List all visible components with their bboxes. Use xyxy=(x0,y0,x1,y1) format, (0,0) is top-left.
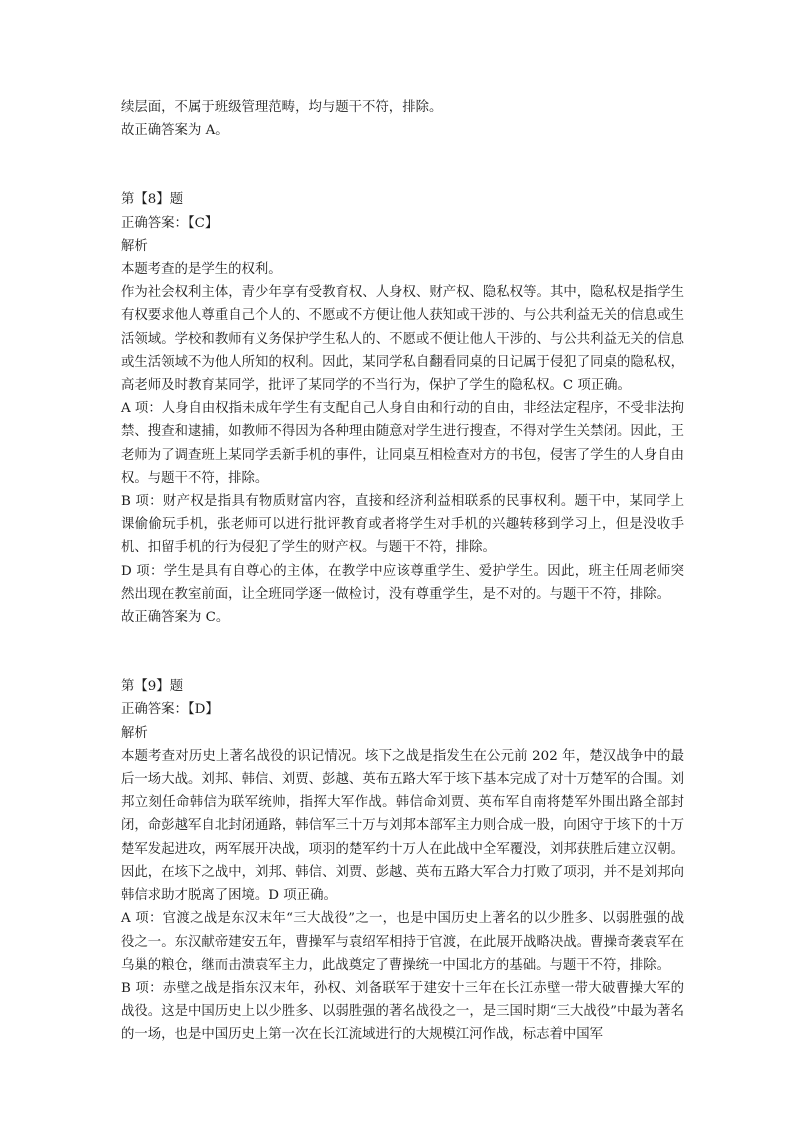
analysis-paragraph: 作为社会权利主体，青少年享有受教育权、人身权、财产权、隐私权等。其中，隐私权是指学生有权要求他人尊重自己个人的、不愿或不方便让他人获知或干涉的、与公共利益无关的信息或生活领域。学校和教师有义务保护学生私人的、不愿或不便让他人干涉的、与公共利益无关的信息或生活领域不为他人所知的权利。因此，某同学私自翻看同桌的日记属于侵犯了同桌的隐私权，高老师及时教育某同学，批评了某同学的不当行为，保护了学生的隐私权。C 项正确。 xyxy=(121,285,684,394)
option-a-explanation: A 项：人身自由权指未成年学生有支配自己人身自由和行动的自由，非经法定程序，不受非法拘禁、搜查和逮捕，如教师不得因为各种理由随意对学生进行搜查，不得对学生关禁闭。因此，王老师为了调查班上某同学丢新手机的事件，让同桌互相检查对方的书包，侵害了学生的人身自由权。与题干不符，排除。 xyxy=(121,401,684,486)
analysis-label: 解析 xyxy=(121,725,148,741)
analysis-paragraph: 本题考查对历史上著名战役的识记情况。垓下之战是指发生在公元前 202 年，楚汉战争中的最后一场大战。刘邦、韩信、刘贾、彭越、英布五路大军于垓下基本完成了对十万楚军的合围。刘邦立刻任命韩信为联军统帅，指挥大军作战。韩信命刘贾、英布军自南将楚军外围出路全部封闭，命彭越军自北封闭通路，韩信军三十万与刘邦本部军主力则合成一股，向困守于垓下的十万楚军发起进攻，两军展开决战，项羽的楚军约十万人在此战中全军覆没，刘邦获胜后建立汉朝。因此，在垓下之战中，刘邦、韩信、刘贾、彭越、英布五路大军合力打败了项羽，并不是刘邦向韩信求助才脱离了困境。D 项正确。 xyxy=(121,748,684,904)
question-title: 第【9】题 xyxy=(121,679,184,695)
option-b-explanation: B 项：财产权是指具有物质财富内容，直接和经济利益相联系的民事权利。题干中，某同学上课偷偷玩手机，张老师可以进行批评教育或者将学生对手机的兴趣转移到学习上，但是没收手机、扣留手机的行为侵犯了学生的财产权。与题干不符，排除。 xyxy=(121,494,684,556)
question-title: 第【8】题 xyxy=(121,192,184,208)
document-page xyxy=(121,96,684,1047)
option-b-explanation: B 项：赤壁之战是指东汉末年，孙权、刘备联军于建安十三年在长江赤壁一带大破曹操大军的战役。这是中国历史上以少胜多、以弱胜强的著名战役之一，是三国时期“三大战役”中最为著名的一场，也是中国历史上第一次在长江流域进行的大规模江河作战，标志着中国军 xyxy=(121,980,684,1043)
conclusion-line: 故正确答案为 C。 xyxy=(121,610,230,626)
correct-answer: 正确答案：【D】 xyxy=(121,702,219,718)
analysis-label: 解析 xyxy=(121,238,148,254)
conclusion-line: 故正确答案为 A。 xyxy=(121,123,229,139)
question-8 xyxy=(121,188,684,629)
option-a-explanation: A 项：官渡之战是东汉末年“三大战役”之一，也是中国历史上著名的以少胜多、以弱胜强的战役之一。东汉献帝建安五年，曹操军与袁绍军相持于官渡，在此展开战略决战。曹操奇袭袁军在乌巢的粮仓，继而击溃袁军主力，此战奠定了曹操统一中国北方的基础。与题干不符，排除。 xyxy=(121,911,684,973)
question-9 xyxy=(121,675,684,1046)
spacer xyxy=(121,142,684,188)
spacer xyxy=(121,629,684,675)
text-line: 续层面，不属于班级管理范畴，均与题干不符，排除。 xyxy=(121,100,443,115)
previous-question-tail xyxy=(121,96,684,142)
analysis-paragraph: 本题考查的是学生的权利。 xyxy=(121,262,282,278)
option-d-explanation: D 项：学生是具有自尊心的主体，在教学中应该尊重学生、爱护学生。因此，班主任周老师突然出现在教室前面，让全班同学逐一做检讨，没有尊重学生，是不对的。与题干不符，排除。 xyxy=(121,563,684,602)
correct-answer: 正确答案：【C】 xyxy=(121,215,219,231)
